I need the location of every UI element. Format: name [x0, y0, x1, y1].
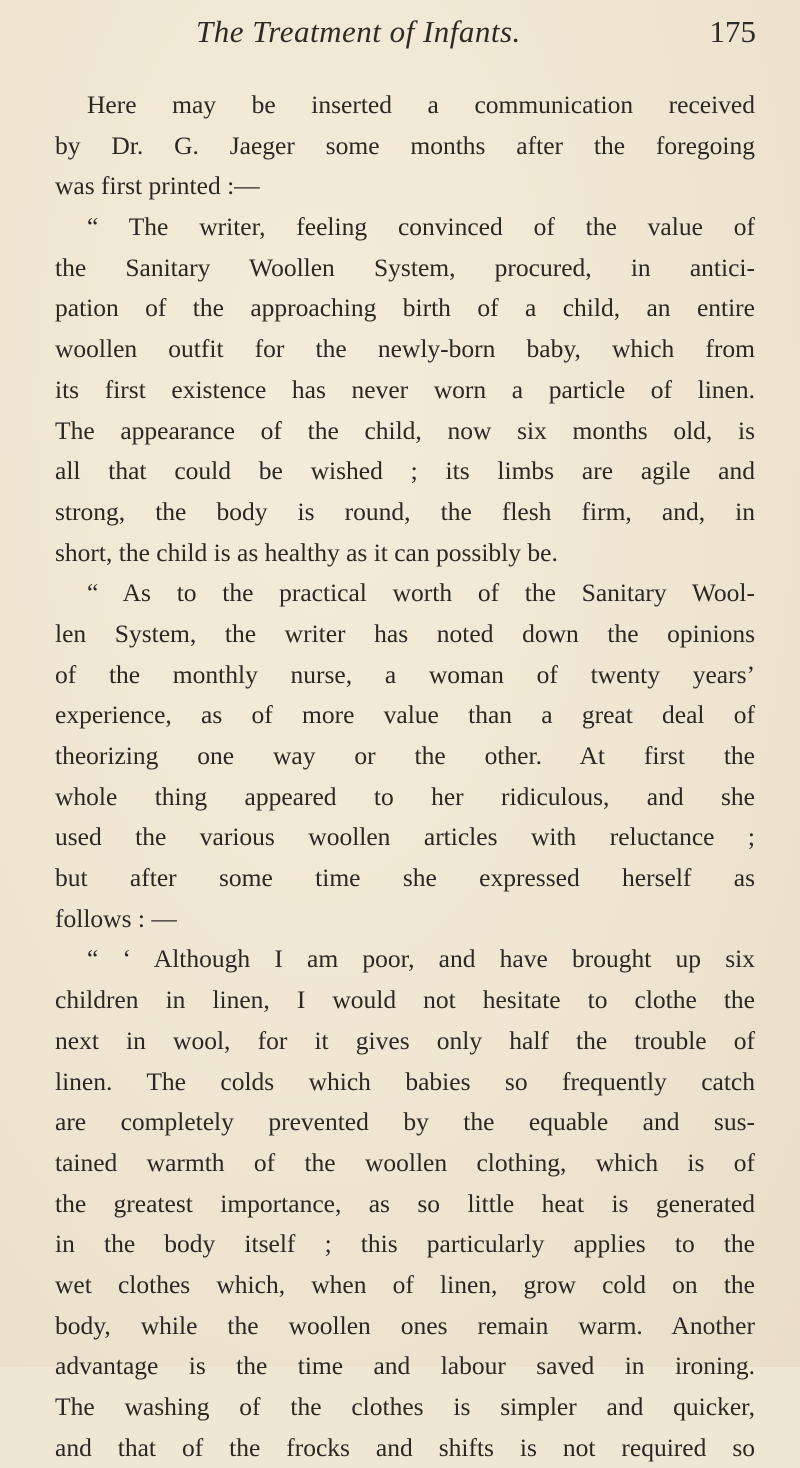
text-line: the greatest importance, as so little heat is generated	[55, 1188, 755, 1218]
text-line: strong, the body is round, the flesh firm, and, in	[55, 496, 755, 526]
text-line: and that of the frocks and shifts is not required so	[55, 1432, 755, 1462]
text-line: woollen outfit for the newly-born baby, which from	[55, 334, 755, 364]
text-line: The washing of the clothes is simpler and quicker,	[55, 1392, 755, 1421]
text-line: theorizing one way or the other. At first the	[55, 741, 755, 770]
text-line: “ ‘ Although I am poor, and have brought up six	[87, 944, 755, 974]
text-line: but after some time she expressed herself as	[55, 863, 755, 893]
text-line: its first existence has never worn a particle of linen.	[55, 374, 755, 404]
text-line: was first printed :—	[55, 171, 260, 201]
text-line: all that could be wished ; its limbs are agile and	[55, 456, 755, 486]
text-line: wet clothes which, when of linen, grow cold on the	[55, 1269, 755, 1299]
text-line: short, the child is as healthy as it can possibly be.	[55, 537, 558, 567]
text-line: len System, the writer has noted down the opinions	[55, 618, 755, 648]
text-line: pation of the approaching birth of a child, an entire	[55, 293, 755, 323]
text-line: “ The writer, feeling convinced of the value of	[87, 212, 755, 242]
text-line: next in wool, for it gives only half the trouble of	[55, 1025, 755, 1055]
page-number: 175	[709, 14, 756, 49]
running-head	[196, 14, 756, 60]
text-line: body, while the woollen ones remain warm. Another	[55, 1310, 755, 1340]
text-line: “ As to the practical worth of the Sanitary Wool-	[87, 578, 755, 608]
text-line: linen. The colds which babies so frequently catch	[55, 1066, 755, 1096]
body-text	[55, 85, 755, 1468]
text-line: are completely prevented by the equable and sus-	[55, 1107, 755, 1137]
text-line: whole thing appeared to her ridiculous, and she	[55, 781, 755, 811]
text-line: tained warmth of the woollen clothing, which is of	[55, 1147, 755, 1177]
text-line: of the monthly nurse, a woman of twenty years’	[55, 659, 755, 689]
text-line: by Dr. G. Jaeger some months after the foregoing	[55, 130, 755, 160]
text-line: used the various woollen articles with reluctance ;	[55, 822, 755, 852]
text-line: follows : —	[55, 903, 177, 933]
text-line: in the body itself ; this particularly applies to the	[55, 1229, 755, 1259]
text-line: children in linen, I would not hesitate to clothe the	[55, 985, 755, 1015]
text-line: The appearance of the child, now six months old, is	[55, 415, 755, 445]
text-line: the Sanitary Woollen System, procured, in antici-	[55, 252, 755, 282]
text-line: experience, as of more value than a great deal of	[55, 700, 755, 730]
text-line: advantage is the time and labour saved in ironing.	[55, 1351, 755, 1381]
running-title: The Treatment of Infants.	[196, 14, 521, 49]
text-line: Here may be inserted a communication received	[87, 90, 755, 119]
